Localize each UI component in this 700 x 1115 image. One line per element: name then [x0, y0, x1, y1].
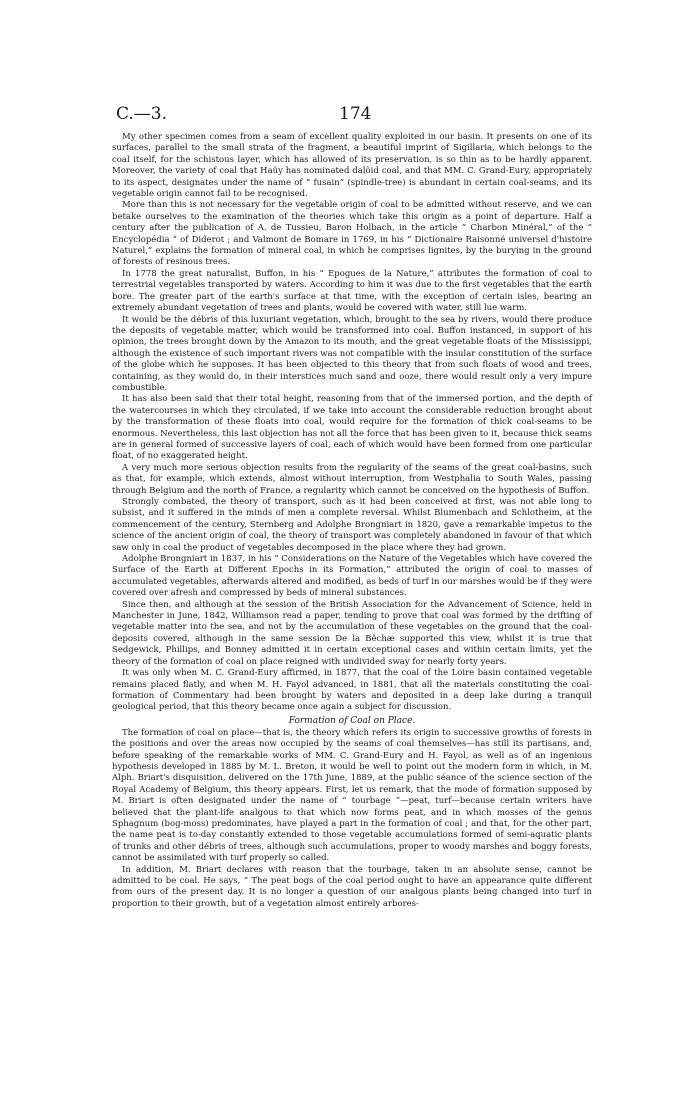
body-text: [112, 132, 592, 910]
paragraph: More than this is not necessary for the vegetable origin of coal to be admitted without reserve, and we can betake ourselves to the examination of the theories which take this origin as a point of departure. Half a century after the publication of A. de Tussieu, Baron Holbach, in the article “ Charbon Minéral,” of the “ Encyclopédia ” of Diderot ; and Valmont de Bomare in 1769, in his “ Dictionaire Raisonné universel d'histoire Naturel,” explains the formation of mineral coal, in which he comprises lignites, by the burying in the ground of forests of resinous trees.: [112, 200, 592, 268]
paragraph: It would be the débris of this luxuriant vegetation, which, brought to the sea by rivers, would there produce the deposits of vegetable matter, which would be transformed into coal. Buffon instanced, in support of his opinion, the trees brought down by the Amazon to its mouth, and the great vegetable floats of the Mississippi, although the existence of such important rivers was not compatible with the insular constitution of the surface of the globe which he supposes. It has been objected to this theory that from such floats of wood and trees, containing, as they would do, in their interstices much sand and ooze, there would result only a very impure combustible.: [112, 314, 592, 393]
paragraph: A very much more serious objection results from the regularity of the seams of the great coal-basins, such as that, for example, which extends, almost without interruption, from Westphalia to South Wales, passing through Belgium and the north of France, a regularity which cannot be conceived on the hypothesis of Buffon.: [112, 462, 592, 496]
page-number: 174: [339, 104, 372, 124]
page-header: [112, 84, 592, 124]
paragraph: In 1778 the great naturalist, Buffon, in his “ Epogues de la Nature,” attributes the formation of coal to terrestrial vegetables transported by waters. According to him it was due to the first vegetables that the earth bore. The greater part of the earth's surface at that time, with the exception of certain isles, bearing an extremely abundant vegetation of trees and plants, would be covered with water, still lue warm.: [112, 268, 592, 314]
paragraph: It has also been said that their total height, reasoning from that of the immersed portion, and the depth of the watercourses in which they circulated, if we take into account the considerable reduction brought about by the transformation of these floats into coal, would require for the formation of thick coal-seams to be enormous. Nevertheless, this last objection has not all the force that has been given to it, because thick seams are in general formed of successive layers of coal, each of which would have been formed from one particular float, of no exaggerated height.: [112, 394, 592, 462]
paragraph: It was only when M. C. Grand-Eury affirmed, in 1877, that the coal of the Loire basin contained vegetable remains placed flatly, and when M. H. Fayol advanced, in 1881, that all the materials constituting the coal-formation of Commentary had been brought by waters and deposited in a deep lake during a tranquil geological period, that this theory became once again a subject for discussion.: [112, 668, 592, 713]
paragraph: Adolphe Brongniart in 1837, in his “ Considerations on the Nature of the Vegetables which have covered the Surface of the Earth at Different Epochs in its Formation,” attributed the origin of coal to masses of accumulated vegetables, afterwards altered and modified, as beds of turf in our marshes would be if they were covered over afresh and compressed by beds of mineral substances.: [112, 554, 592, 599]
paragraph: My other specimen comes from a seam of excellent quality exploited in our basin. It presents on one of its surfaces, parallel to the small strata of the fragment, a beautiful imprint of Sigillaria, which belongs to the coal itself, for the schistous layer, which has allowed of its preservation, is so thin as to be hardly apparent. Moreover, the variety of coal that Haüy has nominated dalöid coal, and that MM. C. Grand-Eury, appropriately to its aspect, designates under the name of “ fusain” (spindle-tree) is abundant in certain coal-seams, and its vegetable origin cannot fail to be recognised.: [112, 132, 592, 200]
section-heading: Formation of Coal on Place.: [288, 715, 416, 726]
paragraph: The formation of coal on place—that is, the theory which refers its origin to successive growths of forests in the positions and over the areas now occupied by the seams of coal themselves—has still its partisans, and, before speaking of the remarkable works of MM. C. Grand-Eury and H. Fayol, as well as of an ingenious hypothesis developed in 1885 by M. L. Breton, it would be well to point out the modern form in which, in M. Alph. Briart's disquisition, delivered on the 17th June, 1889, at the public séance of the science section of the Royal Academy of Belgium, this theory appears. First, let us remark, that the mode of formation supposed by M. Briart is often designated under the name of “ tourbage ”—peat, turf—because certain writers have believed that the plant-life analgous to that which now forms peat, and in which mosses of the genus Sphagnum (bog-moss) predominates, have played a part in the formation of coal ; and that, for the other part, the name peat is to-day constantly extended to those vegetable accumulations formed of semi-aquatic plants of trunks and other débris of trees, although such accumulations, proper to woody marshes and boggy forests, cannot be assimilated with turf properly so called.: [112, 727, 592, 864]
paragraph: In addition, M. Briart declares with reason that the tourbage, taken in an absolute sense, cannot be admitted to be coal. He says, “ The peat bogs of the coal period ought to have an appearance quite different from ours of the present day. It is no longer a question of our analgous plants being changed into turf in proportion to their growth, but of a vegetation almost entirely arbores-: [112, 864, 592, 909]
paragraph: Since then, and although at the session of the British Association for the Advancement of Science, held in Manchester in June, 1842, Williamson read a paper, tending to prove that coal was formed by the drifting of vegetable matter into the sea, and not by the accumulation of these vegetables on the ground that the coal-deposits covered, although in the same session De la Bêchæ supported this view, whilst it is true that Sedgewick, Phillips, and Bonney admitted it in certain exceptional cases and within certain limits, yet the theory of the formation of coal on place reigned with undivided sway for nearly forty years.: [112, 599, 592, 667]
document-reference: C.—3.: [116, 104, 168, 124]
paragraph: Strongly combated, the theory of transport, such as it had been conceived at first, was not able long to subsist, and it suffered in the minds of men a complete reversal. Whilst Blumenbach and Schlotheim, at the commencement of the century, Sternberg and Adolphe Brongniart in 1820, gave a remarkable impetus to the science of the ancient origin of coal, the theory of transport was completely abandoned in favour of that which saw only in coal the product of vegetables decomposed in the place where they had grown.: [112, 497, 592, 553]
